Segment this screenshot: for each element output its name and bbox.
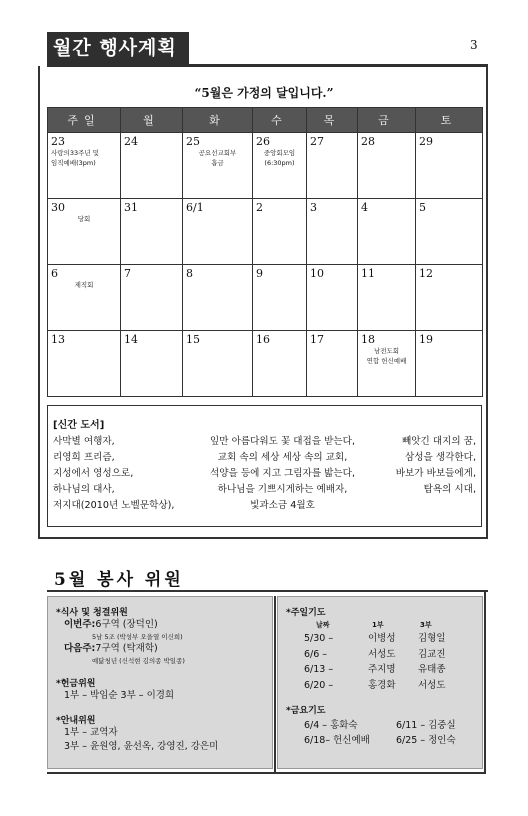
event-line: 공요선교회부: [198, 149, 237, 157]
prayer-cell: 6/6 –: [304, 648, 328, 660]
day-number: 30: [51, 201, 65, 214]
day-number: 16: [256, 333, 270, 346]
sunday-prayer-row: [286, 631, 474, 647]
offering-heading: *헌금위원: [56, 679, 96, 689]
book-title: 삼성을 생각한다,: [405, 452, 476, 463]
prayer-cell: 6/4 – 홍화숙: [304, 720, 358, 731]
prayer-cell: 주지명: [368, 664, 396, 675]
book-title: 저지대(2010년 노벨문학상),: [53, 500, 175, 511]
prayer-cell: 이병성: [368, 633, 396, 644]
volunteers-frame-bottom: [47, 772, 486, 774]
day-event: [256, 149, 303, 169]
prayer-cell: 6/11 – 김중실: [396, 720, 456, 731]
event-line: 남전도회: [373, 347, 400, 355]
calendar-day-cell: [307, 199, 358, 265]
new-books-box: [47, 405, 482, 527]
next-week-line: [56, 642, 264, 656]
calendar-day-cell: [121, 265, 183, 331]
weekday-header: 토: [416, 108, 483, 133]
calendar-day-cell: [48, 265, 121, 331]
weekday-header: 목: [307, 108, 358, 133]
calendar-day-cell: [253, 199, 307, 265]
book-row: [53, 434, 476, 450]
this-week-value: 6구역 (장덕인): [95, 619, 158, 630]
calendar-day-cell: [253, 265, 307, 331]
day-event: [51, 149, 117, 169]
sunday-prayer-row: [286, 662, 474, 678]
calendar-day-cell: [121, 133, 183, 199]
sunday-prayer-row: [286, 647, 474, 663]
prayer-cell: 6/18– 헌신예배: [304, 735, 370, 746]
event-line: 연합 헌신예배: [366, 356, 407, 365]
day-number: 8: [186, 267, 193, 280]
day-number: 29: [419, 135, 433, 148]
friday-prayer-heading: *금요기도: [286, 706, 326, 716]
calendar-day-cell: [358, 133, 416, 199]
book-title: 빼앗긴 대지의 꿈,: [401, 436, 476, 447]
event-line: 사랑의33주년 및: [51, 149, 100, 157]
volunteers-right-panel: [277, 596, 483, 769]
calendar-day-cell: [48, 331, 121, 397]
weekday-header: 주일: [48, 108, 121, 133]
prayer-cell: 6/20 –: [304, 679, 334, 691]
day-number: 26: [256, 135, 270, 148]
day-number: 3: [310, 201, 317, 214]
calendar-day-cell: [48, 199, 121, 265]
weekday-header-row: [48, 108, 483, 133]
calendar-day-cell: [416, 265, 483, 331]
day-number: 14: [124, 333, 138, 346]
calendar-week-row: [48, 199, 483, 265]
day-number: 11: [361, 267, 375, 280]
calendar-day-cell: [416, 199, 483, 265]
calendar-day-cell: [183, 331, 253, 397]
calendar-day-cell: [121, 199, 183, 265]
event-line: 임직예배(3pm): [51, 158, 96, 167]
meal-heading: *식사 및 청결위원: [56, 608, 128, 618]
book-title: 사막별 여행자,: [53, 436, 115, 447]
book-title: [380, 498, 476, 514]
prayer-cell: 김교진: [418, 648, 446, 660]
day-number: 19: [419, 333, 433, 346]
book-title: 하나님의 대사,: [53, 484, 115, 495]
day-number: 27: [310, 135, 324, 148]
calendar-day-cell: [416, 331, 483, 397]
weekday-header: 월: [121, 108, 183, 133]
calendar-day-cell: [253, 331, 307, 397]
calendar-day-cell: [121, 331, 183, 397]
calendar-day-cell: [358, 199, 416, 265]
day-number: 15: [186, 333, 200, 346]
prayer-cell: 김형일: [418, 633, 446, 644]
prayer-cell: 6/13 –: [304, 664, 334, 675]
calendar-frame-left: [38, 66, 40, 539]
calendar-day-cell: [183, 133, 253, 199]
book-title: 리영희 프리즘,: [53, 452, 115, 463]
day-number: 23: [51, 135, 65, 148]
calendar-day-cell: [307, 265, 358, 331]
event-line: (6:30pm): [264, 158, 295, 167]
usher-line-1: 1부 – 교역자: [64, 727, 118, 738]
day-number: 4: [361, 201, 368, 214]
prayer-column-headers: [286, 620, 474, 630]
day-event: [51, 281, 117, 291]
this-week-line: [56, 618, 264, 632]
next-week-label: 다음주:: [64, 643, 96, 654]
offering-line: 1부 – 박임순 3부 – 이경희: [64, 690, 175, 701]
book-row: [53, 466, 476, 482]
day-number: 17: [310, 333, 324, 346]
calendar-week-row: [48, 265, 483, 331]
panel-divider: [274, 596, 276, 774]
calendar-day-cell: [358, 265, 416, 331]
event-line: 흡금: [211, 158, 224, 167]
event-line: 중앙회모임: [263, 149, 296, 157]
event-line: 당회: [77, 215, 91, 223]
day-number: 7: [124, 267, 131, 280]
calendar-day-cell: [416, 133, 483, 199]
day-number: 5: [419, 201, 426, 214]
prayer-cell: 서성도: [368, 648, 396, 660]
day-number: 25: [186, 135, 200, 148]
event-line: 제직회: [74, 281, 94, 289]
weekday-header: 금: [358, 108, 416, 133]
volunteers-title: 5월 봉사 위원: [54, 570, 184, 590]
sunday-prayer-row: [286, 678, 474, 694]
friday-prayer-row: [286, 733, 474, 748]
this-week-label: 이번주:: [64, 619, 96, 630]
book-row: [53, 482, 476, 498]
calendar-day-cell: [307, 133, 358, 199]
book-title: 바보가 바보들에게,: [395, 468, 476, 479]
col-date: 날짜: [316, 621, 330, 629]
calendar-day-cell: [253, 133, 307, 199]
calendar-day-cell: [48, 133, 121, 199]
sunday-prayer-heading: *주일기도: [286, 608, 326, 618]
book-title: 하나님을 기쁘시게하는 예배자,: [217, 484, 348, 495]
day-number: 6/1: [186, 201, 204, 214]
day-number: 13: [51, 333, 65, 346]
day-number: 2: [256, 201, 263, 214]
calendar-day-cell: [183, 199, 253, 265]
book-title: 빛과소금 4월호: [250, 500, 315, 511]
day-number: 10: [310, 267, 324, 280]
this-week-sub: 5남 5조 (박성부 오을열 이신희): [92, 633, 183, 641]
book-title: 탐욕의 시대,: [423, 484, 476, 495]
next-week-value: 7구역 (탁재학): [95, 643, 158, 654]
day-number: 18: [361, 333, 375, 346]
day-event: [51, 215, 117, 225]
section-header: 월간 행사계획: [47, 32, 189, 64]
calendar-table: [47, 107, 483, 397]
calendar-day-cell: [358, 331, 416, 397]
prayer-cell: 홍경화: [368, 679, 396, 691]
day-number: 6: [51, 267, 58, 280]
book-row: [53, 450, 476, 466]
calendar-week-row: [48, 133, 483, 199]
prayer-cell: 5/30 –: [304, 633, 334, 644]
book-title: 교회 속의 세상 세상 속의 교회,: [217, 452, 348, 463]
usher-line-2: 3부 – 윤원영, 윤선옥, 강영진, 강은미: [64, 741, 219, 752]
month-theme: “5월은 가정의 달입니다.”: [194, 86, 334, 100]
day-number: 9: [256, 267, 263, 280]
day-number: 12: [419, 267, 433, 280]
day-number: 28: [361, 135, 375, 148]
volunteers-left-panel: [47, 596, 273, 769]
calendar-day-cell: [183, 265, 253, 331]
prayer-cell: 서성도: [418, 679, 446, 691]
calendar-week-row: [48, 331, 483, 397]
weekday-header: 수: [253, 108, 307, 133]
day-number: 31: [124, 201, 138, 214]
col-first-service: 1부: [372, 621, 384, 629]
volunteers-frame-right: [484, 592, 486, 774]
new-books-title: [신간 도서]: [53, 420, 105, 431]
day-event: [186, 149, 249, 169]
prayer-cell: 6/25 – 정인숙: [396, 735, 456, 746]
book-title: 지성에서 영성으로,: [53, 468, 134, 479]
friday-prayer-row: [286, 718, 474, 733]
book-row: [53, 498, 476, 514]
calendar-day-cell: [307, 331, 358, 397]
col-third-service: 3부: [420, 621, 432, 629]
day-event: [361, 347, 412, 367]
next-week-sub: 예닮청년 (신석현 김의종 박일종): [92, 657, 185, 665]
weekday-header: 화: [183, 108, 253, 133]
book-title: 석양을 등에 지고 그림자를 밟는다,: [210, 468, 355, 479]
volunteers-rule: [47, 590, 488, 592]
day-number: 24: [124, 135, 138, 148]
prayer-cell: 유태종: [418, 664, 446, 675]
usher-heading: *안내위원: [56, 716, 96, 726]
page-number: 3: [470, 38, 478, 52]
book-title: 잎만 아름다워도 꽃 대접을 받는다,: [210, 436, 355, 447]
